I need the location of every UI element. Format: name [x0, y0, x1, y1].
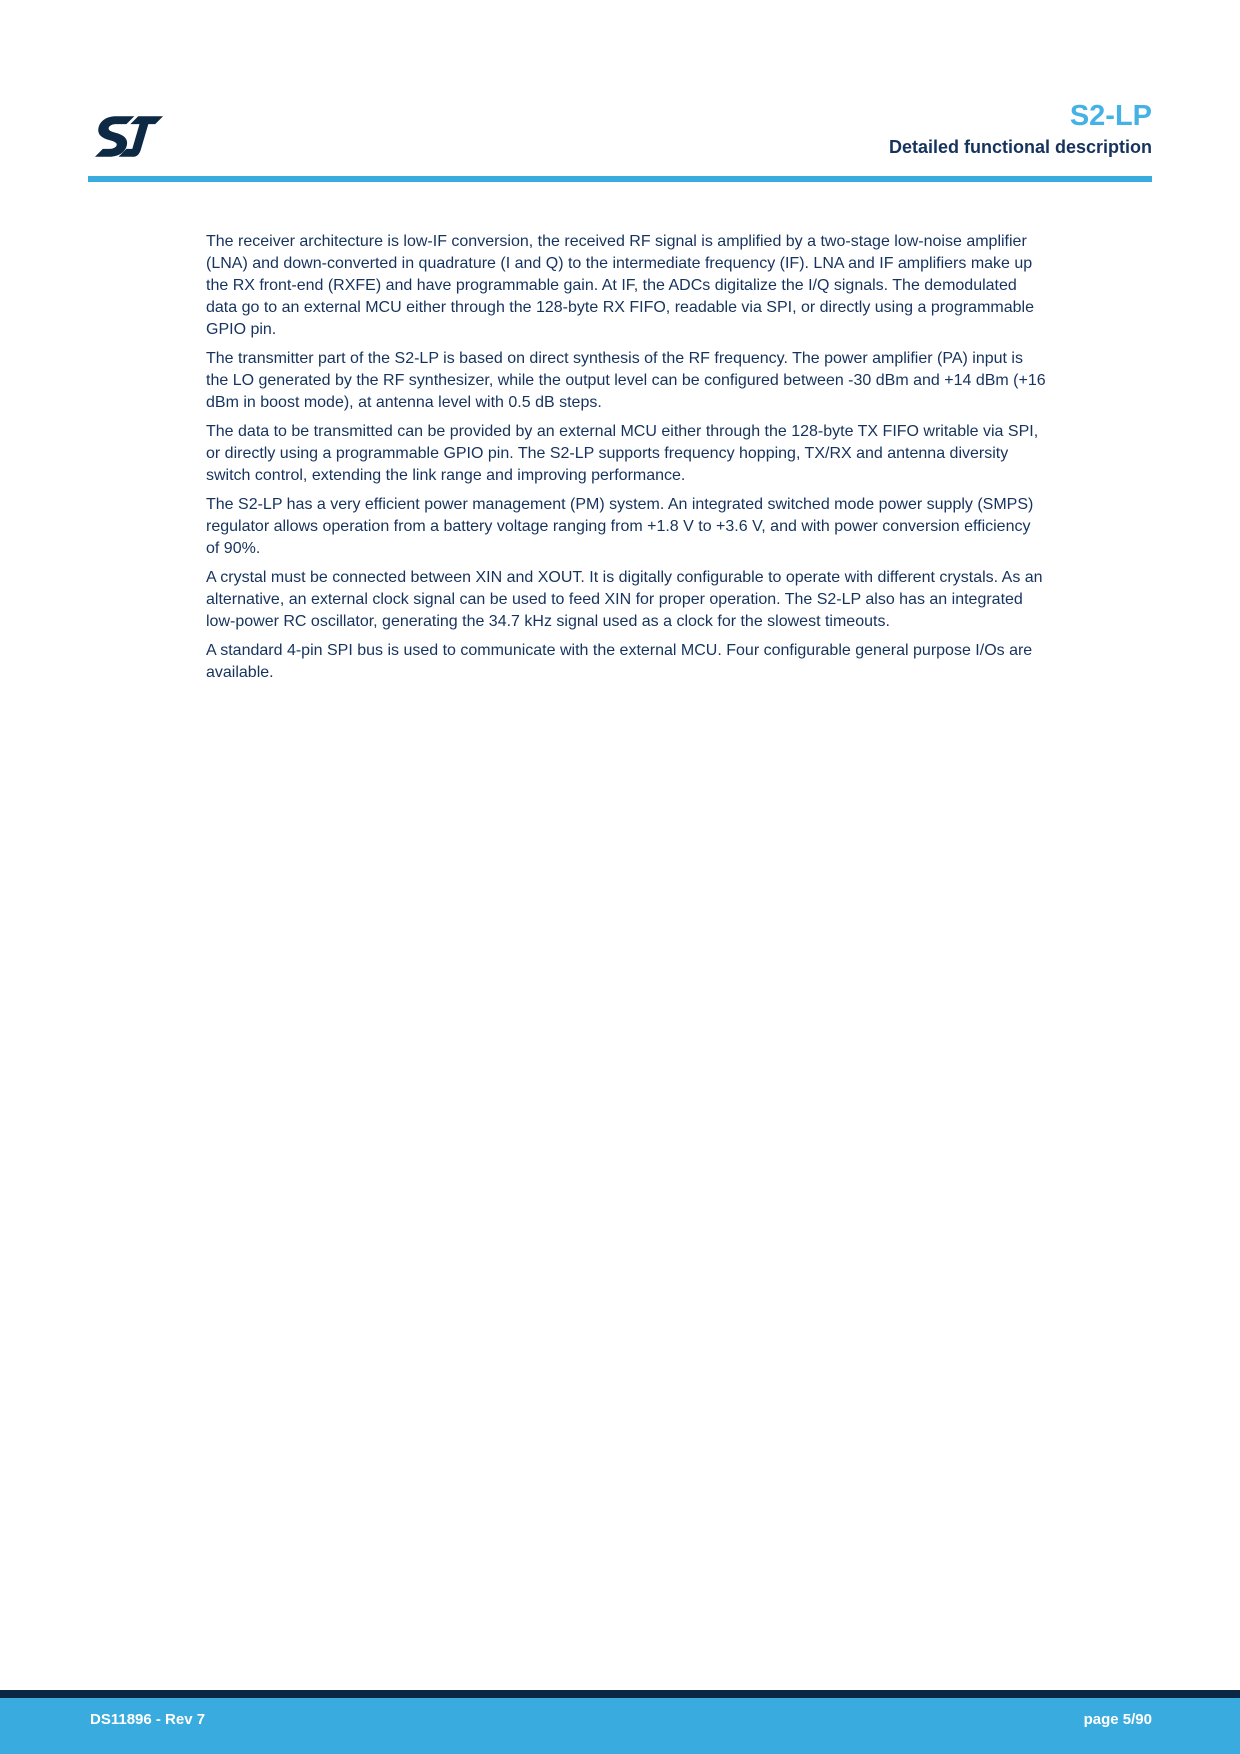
paragraph-tx-data: The data to be transmitted can be provided by an external MCU either through the 128-byte TX FIFO writable via SPI, or directly using a programmable GPIO pin. The S2-LP supports frequency hopping, TX/RX and antenna diversity switch control, extending the link range and improving performance. — [206, 423, 1039, 484]
paragraph-spi: A standard 4-pin SPI bus is used to communicate with the external MCU. Four configurable general purpose I/Os are available. — [206, 642, 1033, 681]
footer-dark-bar — [0, 1690, 1240, 1698]
body-text — [206, 231, 1048, 691]
paragraph-transmitter: The transmitter part of the S2-LP is based on direct synthesis of the RF frequency. The power amplifier (PA) input is the LO generated by the RF synthesizer, while the output level can be configured between -30 dBm and +14 dBm (+16 dBm in boost mode), at antenna level with 0.5 dB steps. — [206, 350, 1046, 411]
page-number: page 5/90 — [1083, 1711, 1152, 1728]
header-titles — [889, 101, 1152, 158]
paragraph-power-management: The S2-LP has a very efficient power management (PM) system. An integrated switched mode power supply (SMPS) regulator allows operation from a battery voltage ranging from +1.8 V to +3.6 V, and with power conversion efficiency of 90%. — [206, 496, 1034, 557]
paragraph-crystal: A crystal must be connected between XIN and XOUT. It is digitally configurable to operate with different crystals. As an alternative, an external clock signal can be used to feed XIN for proper operation. The S2-LP also has an integrated low-power RC oscillator, generating the 34.7 kHz signal used as a clock for the slowest timeouts. — [206, 569, 1043, 630]
paragraph-receiver: The receiver architecture is low-IF conversion, the received RF signal is amplified by a two-stage low-noise amplifier (LNA) and down-converted in quadrature (I and Q) to the intermediate frequency (IF). LNA and IF amplifiers make up the RX front-end (RXFE) and have programmable gain. At IF, the ADCs digitalize the I/Q signals. The demodulated data go to an external MCU either through the 128-byte RX FIFO, readable via SPI, or directly using a programmable GPIO pin. — [206, 233, 1034, 338]
product-name: S2-LP — [1069, 100, 1152, 132]
doc-reference: DS11896 - Rev 7 — [90, 1711, 206, 1728]
footer-band — [0, 1698, 1240, 1754]
header-rule — [88, 176, 1152, 182]
page-title: Detailed functional description — [888, 136, 1152, 157]
st-logo-icon — [95, 115, 167, 158]
